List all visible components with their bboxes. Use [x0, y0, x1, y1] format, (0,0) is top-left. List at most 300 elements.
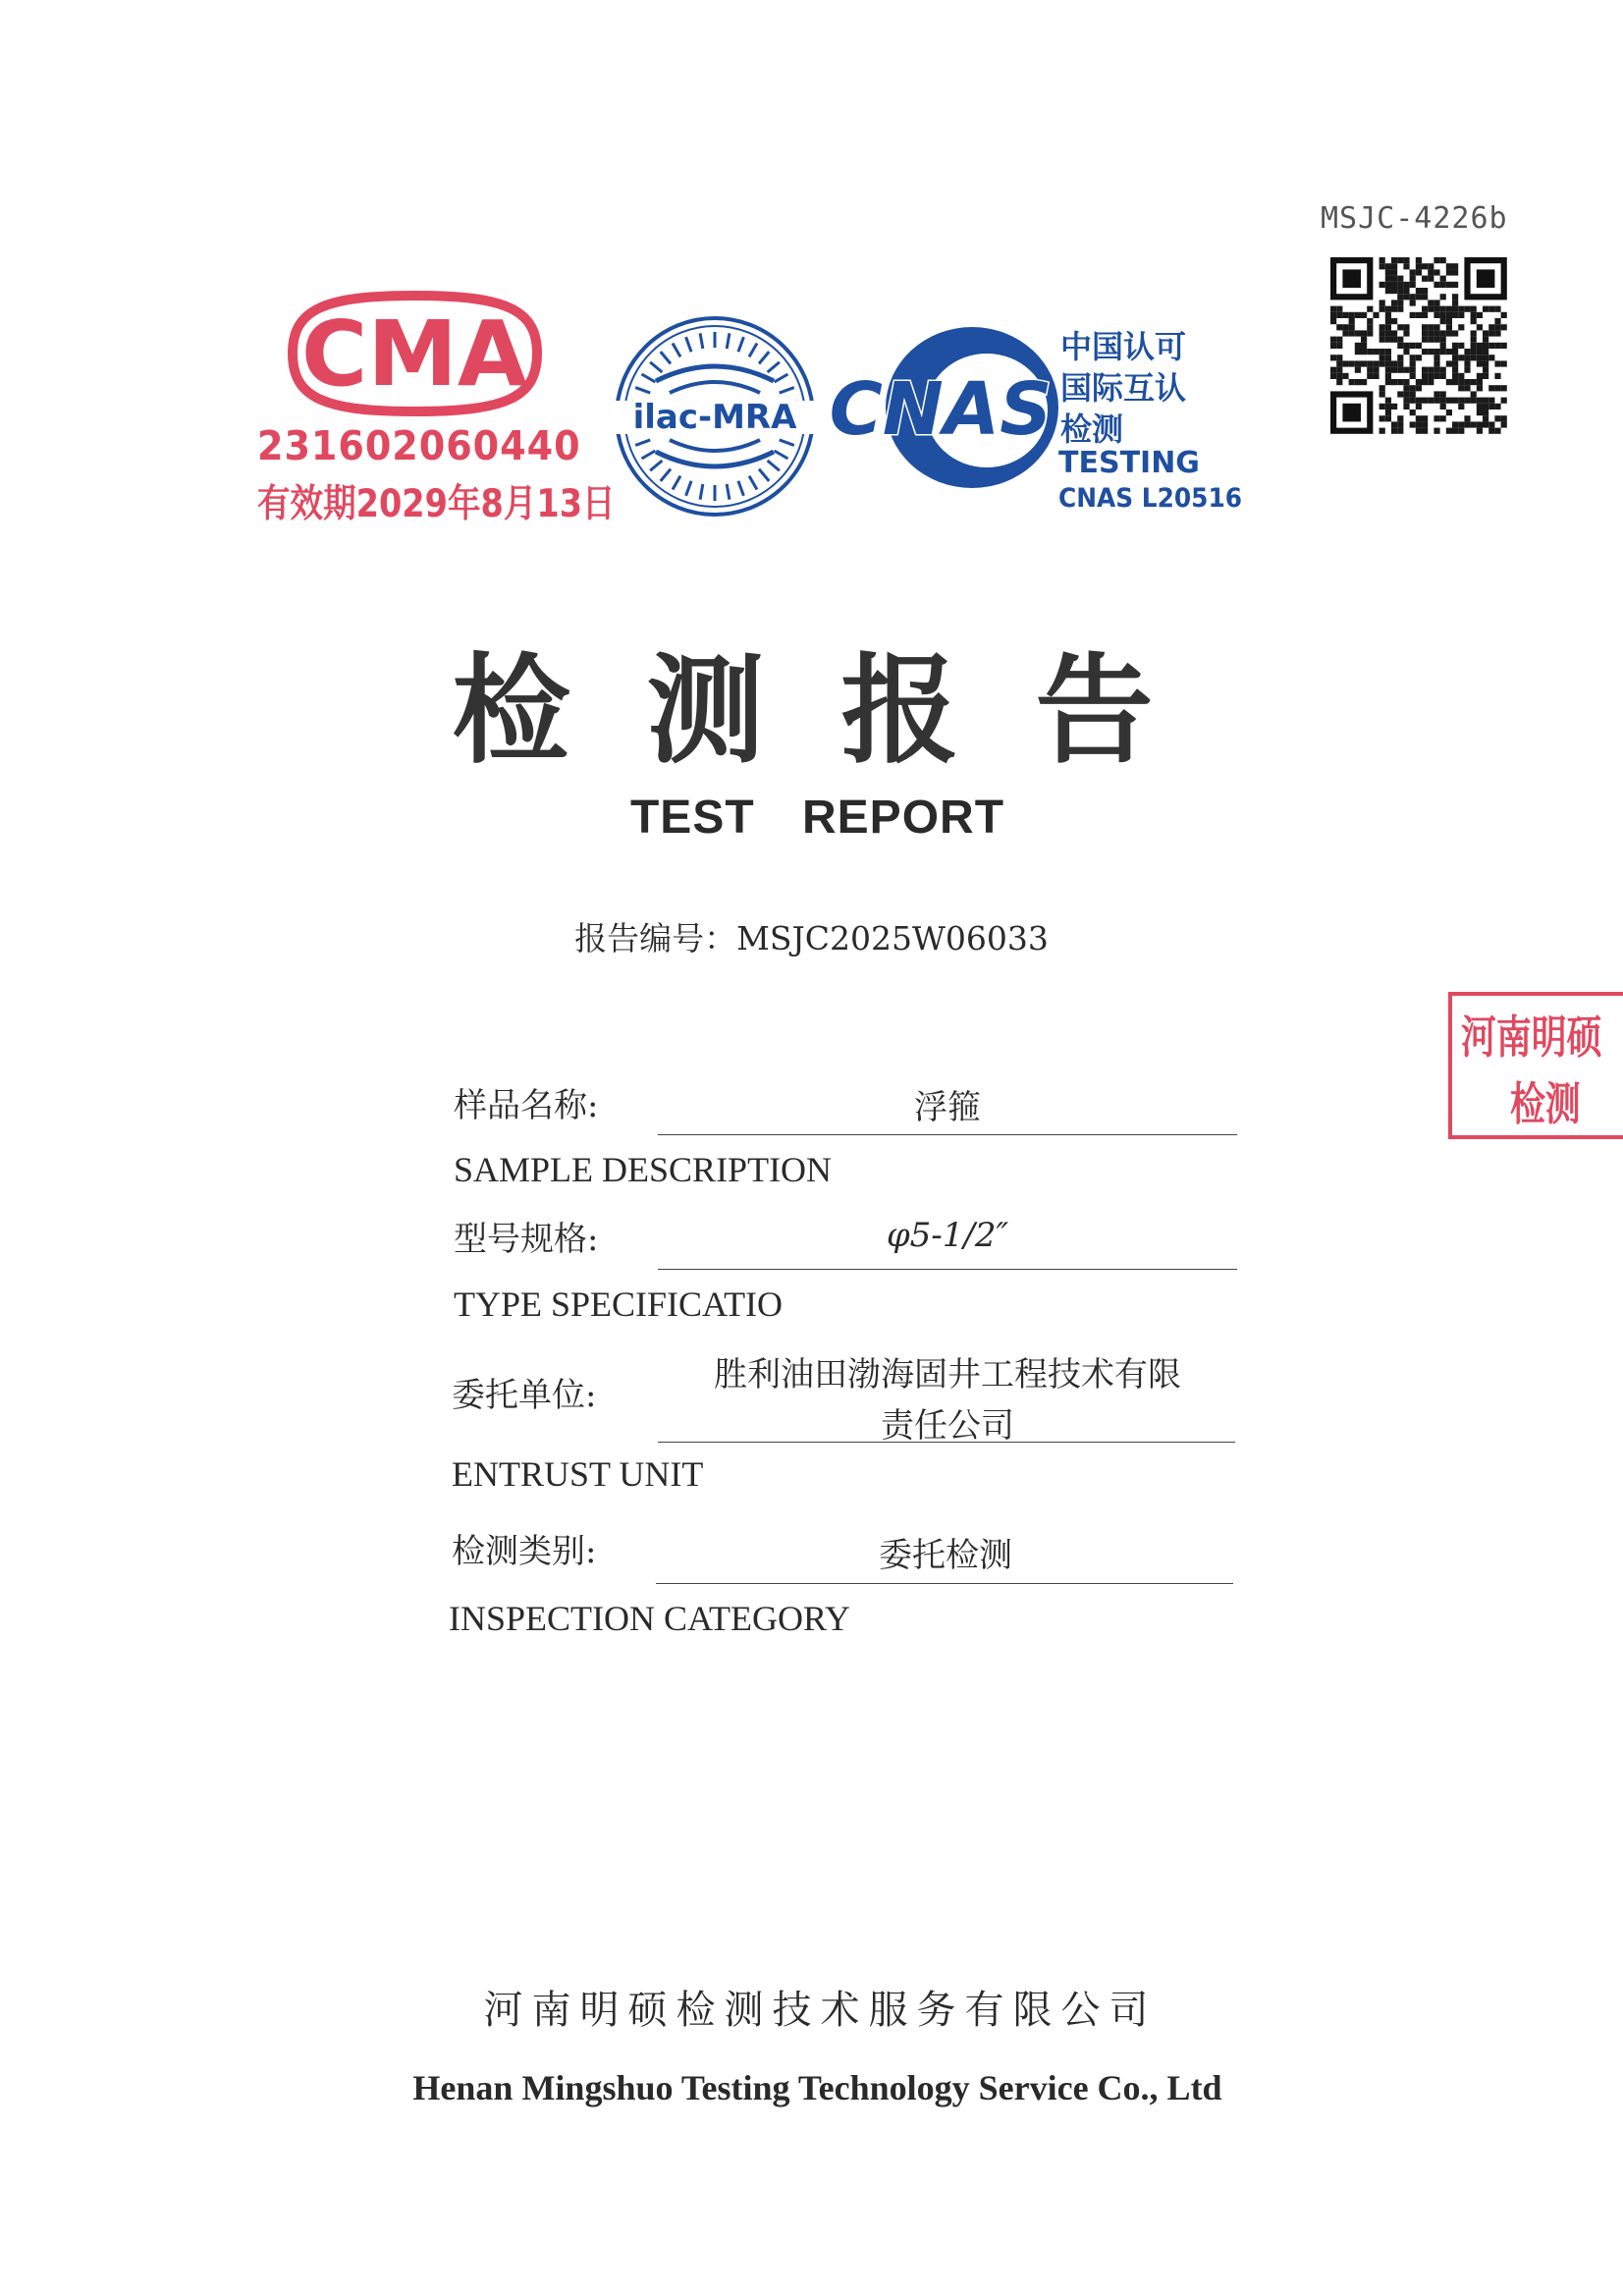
qr-module: [1380, 282, 1385, 288]
qr-module: [1410, 300, 1416, 305]
qr-module: [1434, 337, 1439, 343]
qr-module: [1403, 257, 1409, 263]
qr-module: [1349, 360, 1355, 366]
qr-module: [1403, 263, 1409, 269]
qr-module: [1440, 367, 1446, 373]
cma-number: 231602060440: [257, 422, 581, 469]
qr-module: [1403, 288, 1409, 294]
entrust-underline: [658, 1442, 1235, 1443]
qr-module: [1452, 428, 1458, 434]
qr-module: [1385, 360, 1391, 366]
qr-module: [1434, 355, 1439, 360]
qr-module: [1410, 410, 1416, 415]
qr-module: [1385, 398, 1391, 404]
qr-module: [1477, 355, 1483, 360]
qr-module: [1483, 355, 1488, 360]
qr-module: [1355, 349, 1361, 355]
qr-module: [1440, 391, 1446, 397]
qr-module: [1410, 391, 1416, 397]
qr-module: [1483, 373, 1488, 379]
qr-module: [1422, 379, 1428, 385]
ilac-ray: [749, 476, 757, 490]
qr-module: [1380, 428, 1385, 434]
qr-module: [1410, 282, 1416, 288]
entrust-label: 委托单位:: [452, 1376, 597, 1415]
qr-module: [1416, 404, 1422, 410]
qr-module: [1342, 373, 1348, 379]
qr-module: [1440, 257, 1446, 263]
qr-module: [1385, 404, 1391, 410]
qr-module: [1410, 312, 1416, 318]
qr-module: [1349, 330, 1355, 336]
qr-module: [1422, 428, 1428, 434]
qr-module: [1416, 379, 1422, 385]
qr-module: [1410, 421, 1416, 427]
qr-module: [1422, 288, 1428, 294]
qr-module: [1434, 257, 1439, 263]
category-underline: [656, 1583, 1233, 1584]
qr-module: [1403, 404, 1409, 410]
qr-module: [1428, 367, 1434, 373]
sample-underline: [658, 1134, 1237, 1135]
qr-module: [1330, 318, 1336, 324]
qr-module: [1422, 373, 1428, 379]
qr-module: [1434, 349, 1439, 355]
qr-module: [1488, 330, 1494, 336]
qr-module: [1422, 337, 1428, 343]
qr-module: [1501, 421, 1507, 427]
ilac-ray: [700, 333, 703, 349]
qr-module: [1446, 330, 1452, 336]
entrust-label-en: ENTRUST UNIT: [452, 1454, 704, 1494]
ilac-ray: [759, 352, 769, 363]
qr-module: [1336, 343, 1342, 349]
cnas-logo-text: CNAS: [829, 367, 1053, 452]
qr-module: [1434, 300, 1439, 305]
qr-module: [1452, 294, 1458, 300]
qr-module: [1385, 312, 1391, 318]
ilac-ray: [780, 388, 794, 393]
qr-module: [1342, 324, 1348, 330]
qr-module: [1385, 349, 1391, 355]
qr-module: [1477, 349, 1483, 355]
qr-module: [1416, 294, 1422, 300]
qr-module: [1355, 367, 1361, 373]
ilac-ray: [650, 362, 662, 372]
qr-module: [1410, 360, 1416, 366]
qr-module: [1440, 306, 1446, 312]
qr-module: [1380, 415, 1385, 421]
qr-module: [1440, 276, 1446, 282]
qr-module: [1477, 398, 1483, 404]
ilac-ray: [727, 484, 730, 500]
qr-module: [1403, 324, 1409, 330]
qr-module: [1483, 404, 1488, 410]
qr-module: [1483, 360, 1488, 366]
qr-module: [1422, 306, 1428, 312]
qr-module: [1477, 324, 1483, 330]
qr-module: [1494, 330, 1500, 336]
qr-module: [1494, 415, 1500, 421]
qr-module: [1440, 415, 1446, 421]
qr-module: [1367, 306, 1373, 312]
qr-module: [1471, 318, 1477, 324]
qr-module: [1488, 428, 1494, 434]
qr-module: [1458, 404, 1464, 410]
qr-module: [1483, 421, 1488, 427]
qr-module: [1434, 360, 1439, 366]
qr-module: [1440, 404, 1446, 410]
qr-module: [1403, 294, 1409, 300]
qr-module: [1458, 398, 1464, 404]
qr-module: [1355, 343, 1361, 349]
qr-module: [1397, 288, 1403, 294]
qr-module: [1355, 379, 1361, 385]
qr-module: [1440, 337, 1446, 343]
qr-module: [1452, 349, 1458, 355]
qr-module: [1477, 421, 1483, 427]
qr-module: [1391, 306, 1397, 312]
qr-module: [1385, 355, 1391, 360]
qr-module: [1380, 306, 1385, 312]
qr-module: [1494, 404, 1500, 410]
ilac-ray: [775, 374, 788, 382]
qr-module: [1446, 306, 1452, 312]
qr-module: [1452, 306, 1458, 312]
qr-module: [1403, 282, 1409, 288]
qr-module: [1349, 379, 1355, 385]
qr-module: [1385, 367, 1391, 373]
qr-module: [1416, 312, 1422, 318]
entrust-value-line2: 责任公司: [881, 1406, 1014, 1446]
qr-module: [1336, 367, 1342, 373]
cnas-testing-label: TESTING: [1058, 446, 1200, 480]
qr-module: [1422, 294, 1428, 300]
qr-module: [1330, 306, 1336, 312]
qr-module: [1464, 398, 1470, 404]
qr-module: [1428, 300, 1434, 305]
qr-module: [1361, 330, 1367, 336]
qr-module: [1385, 373, 1391, 379]
qr-module: [1501, 312, 1507, 318]
ilac-ray: [673, 476, 680, 490]
ilac-mra-seal: [611, 312, 819, 520]
qr-module: [1464, 385, 1470, 391]
qr-module: [1434, 398, 1439, 404]
qr-module: [1428, 330, 1434, 336]
qr-module: [1446, 398, 1452, 404]
qr-module: [1422, 349, 1428, 355]
qr-module: [1458, 324, 1464, 330]
qr-module: [1483, 367, 1488, 373]
qr-module: [1330, 367, 1336, 373]
qr-module: [1458, 355, 1464, 360]
ilac-ray: [673, 344, 680, 357]
qr-module: [1428, 276, 1434, 282]
category-label: 检测类别:: [452, 1532, 597, 1571]
qr-module: [1483, 337, 1488, 343]
qr-module: [1488, 324, 1494, 330]
qr-module: [1464, 379, 1470, 385]
qr-module: [1428, 337, 1434, 343]
qr-module: [1380, 337, 1385, 343]
qr-module: [1471, 343, 1477, 349]
qr-module: [1330, 355, 1336, 360]
qr-module: [1336, 355, 1342, 360]
qr-module: [1494, 428, 1500, 434]
qr-module: [1342, 360, 1348, 366]
qr-module: [1501, 360, 1507, 366]
ilac-ray: [642, 374, 656, 382]
qr-module: [1440, 312, 1446, 318]
qr-module: [1434, 391, 1439, 397]
qr-module: [1501, 415, 1507, 421]
qr-module: [1440, 349, 1446, 355]
qr-module: [1385, 288, 1391, 294]
ilac-ray: [635, 388, 650, 393]
ilac-ray: [780, 440, 794, 445]
qr-module: [1477, 312, 1483, 318]
ilac-ray: [686, 337, 691, 352]
qr-module: [1391, 421, 1397, 427]
qr-module: [1488, 355, 1494, 360]
qr-module: [1483, 306, 1488, 312]
qr-module: [1483, 343, 1488, 349]
qr-finder: [1342, 269, 1361, 288]
qr-module: [1403, 367, 1409, 373]
qr-module: [1373, 367, 1379, 373]
qr-module: [1458, 385, 1464, 391]
qr-module: [1471, 379, 1477, 385]
qr-module: [1361, 343, 1367, 349]
cnas-label-line1: 中国认可: [1060, 328, 1187, 365]
ilac-ray: [661, 469, 671, 481]
qr-module: [1410, 294, 1416, 300]
qr-module: [1416, 343, 1422, 349]
qr-module: [1391, 404, 1397, 410]
qr-module: [1488, 343, 1494, 349]
qr-module: [1428, 379, 1434, 385]
qr-module: [1434, 415, 1439, 421]
sample-label-en: SAMPLE DESCRIPTION: [454, 1150, 833, 1189]
qr-module: [1397, 421, 1403, 427]
qr-module: [1391, 282, 1397, 288]
qr-module: [1391, 360, 1397, 366]
qr-module: [1397, 343, 1403, 349]
cma-logo-text: CMA: [300, 301, 528, 407]
qr-module: [1422, 330, 1428, 336]
qr-module: [1397, 355, 1403, 360]
qr-module: [1416, 428, 1422, 434]
qr-module: [1380, 257, 1385, 263]
qr-module: [1471, 337, 1477, 343]
qr-module: [1452, 355, 1458, 360]
ilac-text: ilac-MRA: [632, 398, 797, 437]
qr-module: [1380, 385, 1385, 391]
qr-module: [1330, 312, 1336, 318]
qr-module: [1330, 343, 1336, 349]
qr-module: [1494, 343, 1500, 349]
ilac-ray: [661, 352, 671, 363]
type-value: φ5-1/2″: [886, 1216, 1009, 1255]
qr-module: [1428, 263, 1434, 269]
cma-logo: [285, 290, 545, 417]
qr-module: [1410, 367, 1416, 373]
qr-module: [1385, 269, 1391, 275]
qr-module: [1336, 306, 1342, 312]
qr-module: [1494, 306, 1500, 312]
qr-module: [1422, 263, 1428, 269]
qr-module: [1336, 379, 1342, 385]
ilac-ray: [759, 469, 769, 481]
qr-module: [1483, 415, 1488, 421]
qr-module: [1391, 367, 1397, 373]
qr-module: [1446, 379, 1452, 385]
ilac-ray: [775, 451, 788, 459]
ilac-ray: [700, 484, 703, 500]
qr-module: [1380, 263, 1385, 269]
qr-module: [1471, 349, 1477, 355]
qr-module: [1416, 288, 1422, 294]
report-number: 报告编号：MSJC2025W06033: [574, 919, 1049, 957]
qr-module: [1410, 398, 1416, 404]
qr-module: [1385, 324, 1391, 330]
qr-module: [1403, 330, 1409, 336]
qr-module: [1428, 398, 1434, 404]
qr-module: [1471, 312, 1477, 318]
qr-module: [1342, 312, 1348, 318]
qr-module: [1416, 421, 1422, 427]
qr-module: [1446, 428, 1452, 434]
qr-module: [1410, 269, 1416, 275]
qr-module: [1422, 415, 1428, 421]
qr-module: [1410, 355, 1416, 360]
qr-module: [1488, 385, 1494, 391]
qr-module: [1373, 349, 1379, 355]
qr-module: [1464, 306, 1470, 312]
qr-module: [1494, 318, 1500, 324]
company-name-cn: 河南明硕检测技术服务有限公司: [483, 1988, 1158, 2033]
qr-module: [1434, 269, 1439, 275]
qr-module: [1349, 318, 1355, 324]
qr-module: [1397, 379, 1403, 385]
qr-module: [1494, 360, 1500, 366]
qr-module: [1434, 324, 1439, 330]
qr-module: [1397, 391, 1403, 397]
qr-module: [1477, 360, 1483, 366]
qr-code: [1330, 257, 1507, 436]
entrust-value-line1: 胜利油田渤海固井工程技术有限: [714, 1355, 1181, 1394]
qr-module: [1380, 300, 1385, 305]
qr-module: [1373, 373, 1379, 379]
qr-module: [1471, 355, 1477, 360]
qr-module: [1336, 324, 1342, 330]
qr-module: [1446, 312, 1452, 318]
ilac-ray: [749, 344, 757, 357]
qr-finder: [1477, 269, 1495, 288]
qr-module: [1380, 355, 1385, 360]
qr-module: [1385, 379, 1391, 385]
side-stamp-line1: 河南明硕: [1461, 1011, 1602, 1064]
qr-module: [1440, 318, 1446, 324]
qr-module: [1471, 391, 1477, 397]
qr-module: [1477, 379, 1483, 385]
qr-module: [1446, 318, 1452, 324]
qr-module: [1385, 276, 1391, 282]
qr-module: [1488, 306, 1494, 312]
qr-module: [1397, 306, 1403, 312]
qr-module: [1452, 360, 1458, 366]
qr-module: [1428, 349, 1434, 355]
qr-module: [1422, 312, 1428, 318]
ilac-ray: [768, 362, 780, 372]
qr-module: [1501, 398, 1507, 404]
qr-module: [1403, 398, 1409, 404]
qr-module: [1434, 428, 1439, 434]
qr-module: [1391, 330, 1397, 336]
qr-module: [1367, 318, 1373, 324]
qr-module: [1501, 324, 1507, 330]
qr-module: [1483, 410, 1488, 415]
qr-module: [1385, 318, 1391, 324]
qr-module: [1483, 330, 1488, 336]
qr-module: [1446, 349, 1452, 355]
qr-module: [1380, 391, 1385, 397]
qr-module: [1355, 330, 1361, 336]
ilac-ray: [738, 337, 743, 352]
qr-module: [1464, 415, 1470, 421]
qr-module: [1422, 398, 1428, 404]
ilac-ray: [686, 481, 691, 496]
qr-module: [1446, 410, 1452, 415]
qr-module: [1458, 343, 1464, 349]
qr-module: [1452, 330, 1458, 336]
ilac-ray: [768, 461, 780, 470]
ilac-ray: [635, 440, 650, 445]
qr-module: [1410, 385, 1416, 391]
qr-module: [1361, 360, 1367, 366]
qr-module: [1330, 373, 1336, 379]
qr-module: [1367, 373, 1373, 379]
qr-module: [1464, 421, 1470, 427]
ilac-ray: [738, 481, 743, 496]
qr-module: [1391, 288, 1397, 294]
qr-module: [1336, 337, 1342, 343]
qr-module: [1464, 367, 1470, 373]
qr-module: [1471, 330, 1477, 336]
qr-module: [1397, 276, 1403, 282]
qr-module: [1349, 324, 1355, 330]
qr-module: [1452, 300, 1458, 305]
qr-module: [1397, 294, 1403, 300]
qr-module: [1464, 360, 1470, 366]
qr-module: [1416, 257, 1422, 263]
qr-module: [1458, 379, 1464, 385]
side-stamp-line2: 检测: [1510, 1077, 1581, 1130]
qr-module: [1385, 337, 1391, 343]
qr-module: [1458, 421, 1464, 427]
qr-module: [1397, 337, 1403, 343]
qr-module: [1385, 263, 1391, 269]
qr-module: [1380, 324, 1385, 330]
qr-module: [1477, 428, 1483, 434]
qr-module: [1373, 360, 1379, 366]
qr-module: [1397, 257, 1403, 263]
qr-module: [1422, 367, 1428, 373]
qr-module: [1397, 282, 1403, 288]
qr-module: [1501, 385, 1507, 391]
qr-module: [1458, 428, 1464, 434]
